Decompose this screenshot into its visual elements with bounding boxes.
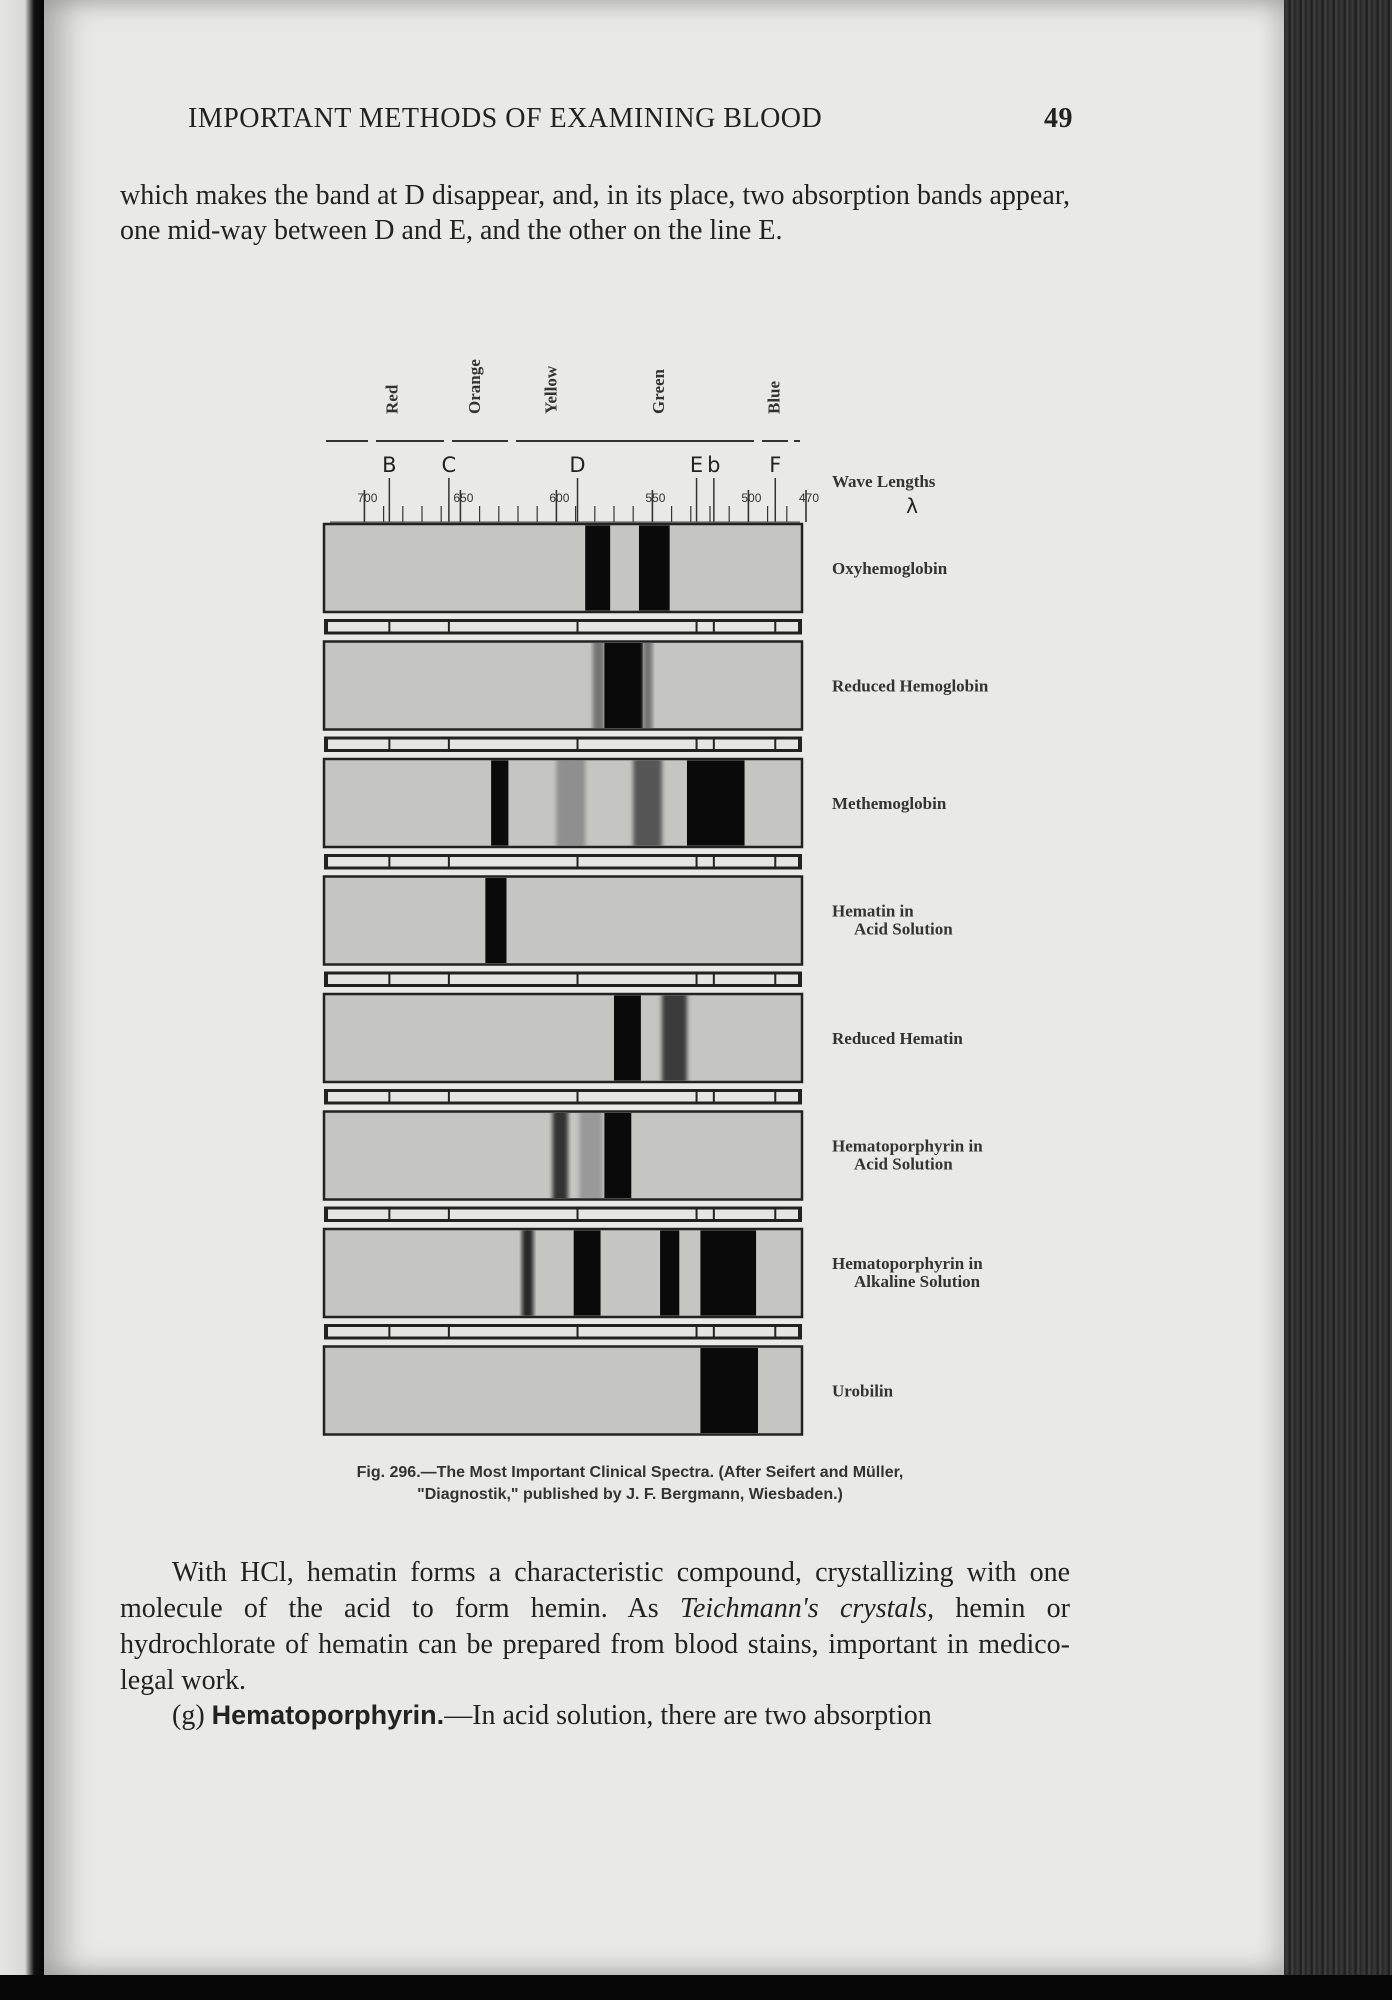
connector-strip-inner: [328, 1092, 798, 1102]
spectrum-label-line: Hematoporphyrin in: [832, 1136, 983, 1156]
spectrum-panel: [324, 1347, 802, 1435]
spectrum-label-line: Acid Solution: [854, 919, 953, 939]
absorption-band: [553, 1113, 568, 1198]
running-header-title: IMPORTANT METHODS OF EXAMINING BLOOD: [188, 103, 823, 134]
section-marker: (g): [172, 1700, 212, 1731]
fraunhofer-label-D: D: [569, 453, 586, 477]
absorption-band: [614, 996, 641, 1081]
wavelength-tick-label: 700: [357, 491, 378, 505]
absorption-band: [643, 643, 653, 728]
spectrum-panel: [324, 1112, 802, 1223]
spectrum-panel: [324, 759, 802, 870]
absorption-band: [579, 1113, 602, 1198]
wavelength-tick-label: 500: [741, 491, 762, 505]
absorption-band: [660, 1231, 679, 1316]
absorption-band: [593, 643, 605, 728]
spectrum-label: [832, 902, 953, 939]
spectrum-panel: [324, 642, 802, 753]
absorption-band: [687, 761, 745, 846]
color-label-green: Green: [649, 368, 669, 414]
spectrum-label: [832, 1137, 983, 1174]
absorption-band: [700, 1348, 758, 1433]
spectrum-label-line: Alkaline Solution: [854, 1272, 981, 1291]
connector-strip-inner: [328, 622, 798, 632]
page-number: 49: [1044, 103, 1073, 134]
intro-paragraph: which makes the band at D disappear, and, in its place, two absorption bands appear, one mid-way between D and E, and the other on the line E.: [120, 180, 1070, 246]
absorption-band: [639, 526, 670, 611]
hemin-paragraph-text: With HCl, hematin forms a characteristic compound, crystallizing with one molecule of the acid to form hemin. As: [120, 1557, 1070, 1624]
absorption-band: [556, 761, 585, 846]
fraunhofer-label-B: B: [382, 453, 397, 477]
wavelength-tick-label: 600: [549, 491, 570, 505]
fraunhofer-label-F: F: [769, 453, 782, 477]
fraunhofer-label-C: C: [441, 453, 457, 477]
hemin-paragraph-text-end: hemin or hydrochlorate of hematin can be prepared from blood stains, important in medico-legal work.: [120, 1593, 1070, 1696]
spectrum-background: [324, 877, 802, 965]
spectrum-label: Methemoglobin: [832, 794, 947, 813]
absorption-band: [485, 878, 506, 963]
spectrum-label: [832, 1254, 983, 1291]
connector-strip-inner: [328, 1327, 798, 1337]
spectrum-panel: [324, 524, 802, 635]
hematoporphyrin-paragraph: [120, 1697, 1070, 1734]
absorption-band: [574, 1231, 601, 1316]
wavelength-tick-label: 550: [645, 491, 666, 505]
spectrum-label: Reduced Hematin: [832, 1029, 963, 1048]
teichmann-crystals-italic: Teichmann's crystals,: [679, 1593, 935, 1624]
color-label-orange: Orange: [464, 359, 484, 414]
wave-lengths-title: Wave Lengths: [832, 472, 936, 491]
absorption-band: [522, 1231, 534, 1316]
connector-strip-inner: [328, 1210, 798, 1220]
absorption-band: [585, 526, 610, 611]
spectrum-background: [324, 524, 802, 612]
caption-line-2: "Diagnostik," published by J. F. Bergmann, Wiesbaden.): [417, 1486, 843, 1503]
absorption-band: [604, 643, 642, 728]
figure-caption: [150, 1462, 1110, 1506]
spectrum-background: [324, 642, 802, 730]
connector-strip-inner: [328, 975, 798, 985]
spectrum-label: Oxyhemoglobin: [832, 559, 948, 578]
spectrum-label-line: Hematoporphyrin in: [832, 1254, 983, 1273]
caption-line-1: Fig. 296.—The Most Important Clinical Spectra. (After Seifert and Müller,: [356, 1464, 904, 1481]
section-heading-hematoporphyrin: Hematoporphyrin.: [211, 1700, 445, 1730]
lambda-symbol: λ: [906, 494, 918, 518]
hemin-paragraph: [120, 1555, 1070, 1699]
book-bottom-edge: [0, 1975, 1392, 2000]
connector-strip-inner: [328, 857, 798, 867]
spectrum-label-line: Hematin in: [832, 901, 914, 921]
wavelength-tick-label: 470: [798, 491, 820, 505]
absorption-band: [662, 996, 687, 1081]
spectrum-label: Reduced Hemoglobin: [832, 676, 989, 696]
wavelength-tick-label: 650: [453, 491, 474, 505]
fraunhofer-label-E: E: [689, 453, 704, 477]
spectrum-panel: [324, 1229, 802, 1340]
hematoporphyrin-text: —In acid solution, there are two absorption: [444, 1700, 932, 1731]
absorption-band: [604, 1113, 631, 1198]
absorption-band: [700, 1231, 756, 1316]
spectrum-background: [324, 994, 802, 1082]
spectrum-label: Urobilin: [832, 1381, 894, 1401]
absorption-band: [633, 761, 662, 846]
spectrum-panel: [324, 994, 802, 1105]
fraunhofer-label-b: b: [707, 453, 721, 477]
color-label-yellow: Yellow: [541, 365, 561, 414]
connector-strip-inner: [328, 740, 798, 750]
absorption-band: [491, 761, 508, 846]
color-label-red: Red: [382, 384, 402, 414]
color-label-blue: Blue: [764, 380, 784, 414]
spectrum-panel: [324, 877, 802, 988]
spectrum-label-line: Acid Solution: [854, 1154, 953, 1174]
